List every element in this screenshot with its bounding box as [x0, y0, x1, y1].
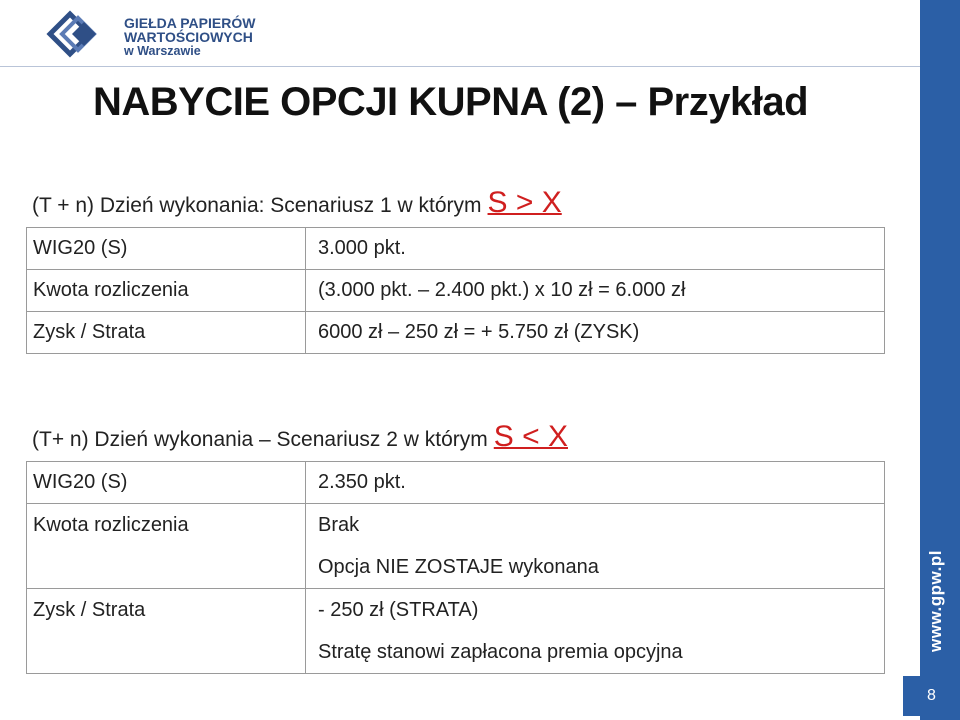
scenario-2-heading [32, 420, 568, 454]
scenario-1-table [26, 227, 885, 354]
row-label: WIG20 (S) [27, 462, 306, 504]
scenario-1-heading-text: (T + n) Dzień wykonania: Scenariusz 1 w którym [32, 194, 482, 217]
page-number: 8 [903, 676, 960, 716]
row-value: (3.000 pkt. – 2.400 pkt.) x 10 zł = 6.000 zł [306, 270, 885, 312]
row-label: WIG20 (S) [27, 228, 306, 270]
scenario-2-table [26, 461, 885, 674]
row-value: 6000 zł – 250 zł = + 5.750 zł (ZYSK) [306, 312, 885, 354]
header-divider [0, 66, 920, 67]
gpw-logo-mark-icon [40, 8, 106, 60]
row-value-cell [306, 589, 885, 674]
table-row [27, 462, 885, 504]
logo-text [124, 16, 255, 58]
row-label-cell [27, 504, 306, 589]
row-value: - 250 zł (STRATA) [318, 599, 479, 621]
table-row [27, 228, 885, 270]
row-value: 3.000 pkt. [306, 228, 885, 270]
table-row [27, 504, 885, 589]
row-label: Kwota rozliczenia [33, 514, 189, 536]
scenario-2-condition: S < X [493, 420, 568, 453]
row-value-note: Stratę stanowi zapłacona premia opcyjna [318, 641, 683, 663]
logo-line-2: WARTOŚCIOWYCH [124, 29, 253, 45]
table-row [27, 270, 885, 312]
row-label: Kwota rozliczenia [27, 270, 306, 312]
row-label: Zysk / Strata [33, 599, 146, 621]
gpw-logo [40, 8, 270, 60]
side-url-text: www.gpw.pl [926, 550, 945, 652]
row-label: Zysk / Strata [27, 312, 306, 354]
table-row [27, 312, 885, 354]
slide-title: NABYCIE OPCJI KUPNA (2) – Przykład [93, 80, 809, 124]
row-value: Brak [318, 514, 360, 536]
scenario-1-heading [32, 186, 562, 220]
scenario-1-condition: S > X [487, 186, 562, 219]
scenario-2-heading-text: (T+ n) Dzień wykonania – Scenariusz 2 w którym [32, 428, 488, 451]
row-label-cell [27, 589, 306, 674]
row-value: 2.350 pkt. [306, 462, 885, 504]
row-value-note: Opcja NIE ZOSTAJE wykonana [318, 556, 599, 578]
row-value-cell [306, 504, 885, 589]
table-row [27, 589, 885, 674]
logo-line-3: w Warszawie [124, 44, 201, 58]
logo-line-1: GIEŁDA PAPIERÓW [124, 15, 256, 31]
